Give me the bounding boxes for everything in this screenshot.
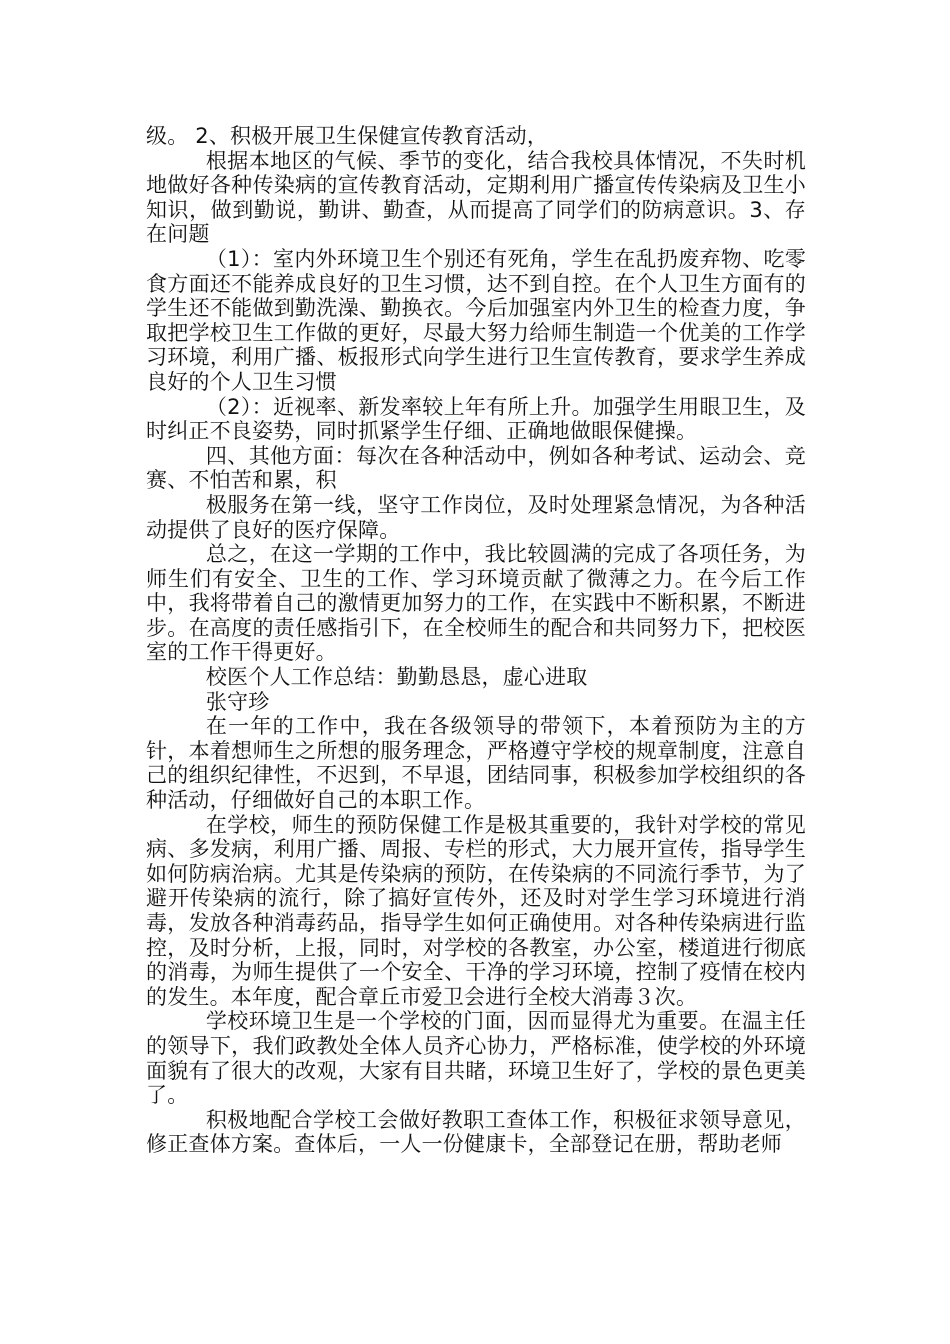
paragraph-yearly-work: 在一年的工作中，我在各级领导的带领下，本着预防为主的方针，本着想师生之所想的服务理念，严格遵守学校的规章制度，注意自己的组织纪律性，不迟到，不早退，团结同事，积极参加学校组织的各种活动，仔细做好自己的本职工作。 [146,714,806,813]
paragraph-staff-checkup: 积极地配合学校工会做好教职工查体工作，积极征求领导意见，修正查体方案。查体后，一人一份健康卡，全部登记在册，帮助老师 [146,1107,806,1157]
paragraph-problem-2: （2）：近视率、新发率较上年有所上升。加强学生用眼卫生，及时纠正不良姿势，同时抓紧学生仔细、正确地做眼保健操。 [146,394,806,444]
paragraph-health-education-heading: 级。 2、积极开展卫生保健宣传教育活动， [146,124,549,148]
paragraph-other-aspects: 四、其他方面：每次在各种活动中，例如各种考试、运动会、竞赛、不怕苦和累，积 [146,443,806,493]
document-body [146,124,806,1157]
paragraph-problem-1: （1）：室内外环境卫生个别还有死角，学生在乱扔废弃物、吃零食方面还不能养成良好的卫生习惯，达不到自控。在个人卫生方面有的学生还不能做到勤洗澡、勤换衣。今后加强室内外卫生的检查力度，争取把学校卫生工作做的更好，尽最大努力给师生制造一个优美的工作学习环境，利用广播、板报形式向学生进行卫生宣传教育，要求学生养成良好的个人卫生习惯 [146,246,806,394]
paragraph-health-education: 根据本地区的气候、季节的变化，结合我校具体情况，不失时机地做好各种传染病的宣传教育活动，定期利用广播宣传传染病及卫生小知识，做到勤说，勤讲、勤查，从而提高了同学们的防病意识。3、存在问题 [146,148,806,247]
paragraph-prevention-work: 在学校，师生的预防保健工作是极其重要的，我针对学校的常见病、多发病，利用广播、周报、专栏的形式，大力展开宣传，指导学生如何防病治病。尤其是传染病的预防，在传染病的不同流行季节，为了避开传染病的流行，除了搞好宣传外，还及时对学生学习环境进行消毒，发放各种消毒药品，指导学生如何正确使用。对各种传染病进行监控，及时分析，上报，同时，对学校的各教室，办公室，楼道进行彻底的消毒，为师生提供了一个安全、干净的学习环境，控制了疫情在校内的发生。本年度，配合章丘市爱卫会进行全校大消毒３次。 [146,812,806,1009]
author-name: 张守珍 [205,689,270,714]
paragraph-environment-hygiene: 学校环境卫生是一个学校的门面，因而显得尤为重要。在温主任的领导下，我们政教处全体人员齐心协力，严格标准，使学校的外环境面貌有了很大的改观，大家有目共睹，环境卫生好了，学校的景色更美了。 [146,1009,806,1108]
paragraph-other-aspects-continued: 极服务在第一线，坚守工作岗位，及时处理紧急情况，为各种活动提供了良好的医疗保障。 [146,492,806,542]
section-title: 校医个人工作总结：勤勤恳恳，虚心进取 [205,665,588,690]
paragraph-conclusion: 总之，在这一学期的工作中，我比较圆满的完成了各项任务，为师生们有安全、卫生的工作、学习环境贡献了微薄之力。在今后工作中，我将带着自己的激情更加努力的工作，在实践中不断积累，不断进步。在高度的责任感指引下，在全校师生的配合和共同努力下，把校医室的工作干得更好。 [146,542,806,665]
